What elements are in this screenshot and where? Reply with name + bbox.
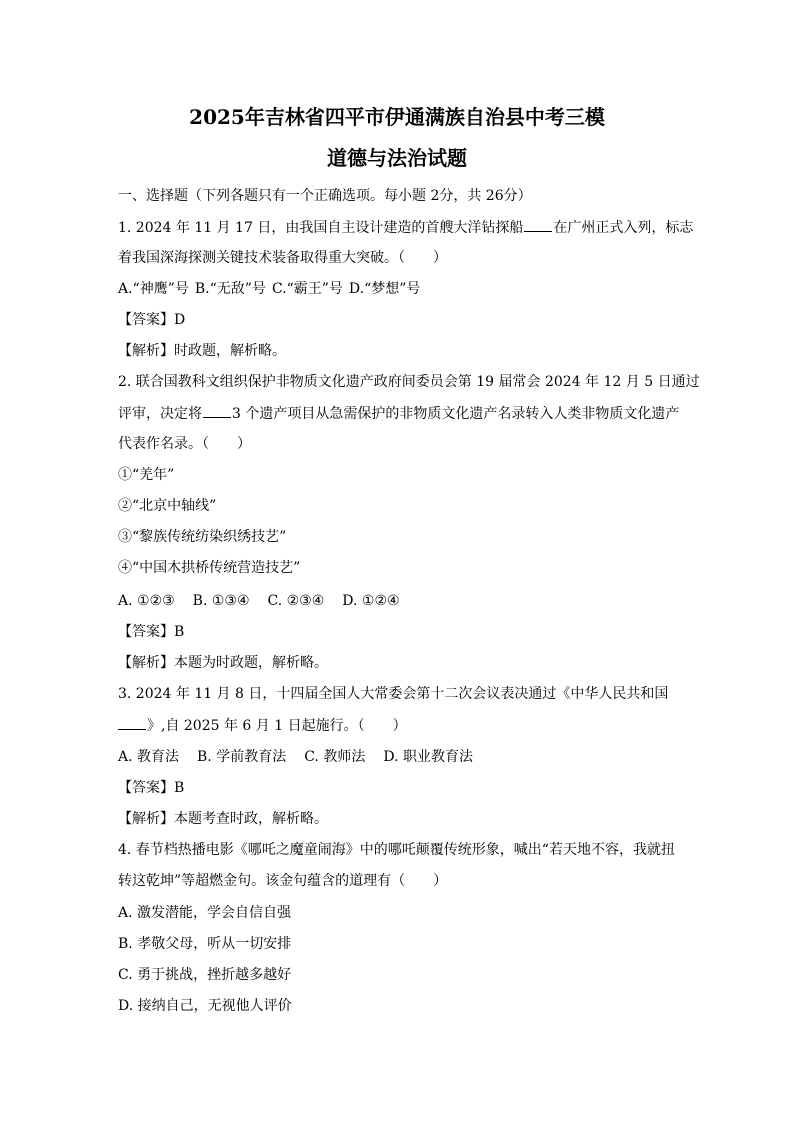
answer-blank [524,217,552,232]
option-a: A. 教育法 [118,749,180,765]
question-1-stem-part-a: 1. 2024 年 11 月 17 日，由我国自主设计建造的首艘大洋钻探船 [118,220,524,236]
option-c: C.“霸王”号 [271,281,343,297]
question-2-stem-continued [118,403,679,424]
answer-blank [118,715,146,730]
question-2-stem-part-b2: 3 个遗产项目从急需保护的非物质文化遗产名录转入人类非物质文化遗产 [232,406,680,422]
question-1-stem [118,217,693,238]
section-heading: 一、选择题（下列各题只有一个正确选项。每小题 2分，共 26分） [118,188,532,204]
question-1-stem-part-b: 在广州正式入列，标志 [553,220,694,236]
question-2-item-4: ④“中国木拱桥传统营造技艺” [118,560,301,576]
question-1-analysis: 【解析】时政题，解析略。 [118,343,286,359]
question-1-answer: 【答案】D [118,312,186,328]
question-2-item-2: ②“北京中轴线” [118,498,217,514]
option-d: D. 职业教育法 [383,749,473,765]
question-2-stem: 2. 联合国教科文组织保护非物质文化遗产政府间委员会第 19 届常会 2024 年 12 月 5 日通过 [118,374,700,390]
question-3-stem-part-b: 》,自 2025 年 6 月 1 日起施行。（ ） [147,718,407,734]
question-1-options [118,279,420,299]
option-d: D. ①②④ [342,593,400,609]
question-2-analysis: 【解析】本题为时政题，解析略。 [118,655,328,671]
question-4-stem: 4. 春节档热播电影《哪吒之魔童闹海》中的哪吒颠覆传统形象，喊出“若天地不容，我就扭 [118,842,675,858]
option-c: C. 教师法 [304,749,366,765]
answer-blank [203,403,231,418]
option-a: A.“神鹰”号 [118,281,189,297]
question-3-stem-continued [118,715,407,736]
question-2-item-3: ③“黎族传统纺染织绣技艺” [118,529,287,545]
question-4-option-b: B. 孝敬父母，听从一切安排 [118,936,292,952]
option-b: B.“无敌”号 [194,281,266,297]
option-a: A. ①②③ [118,593,175,609]
question-1-stem-continued: 着我国深海探测关键技术装备取得重大突破。（ ） [118,250,447,266]
question-3-answer: 【答案】B [118,780,185,796]
question-2-answer: 【答案】B [118,624,185,640]
question-3-stem: 3. 2024 年 11 月 8 日，十四届全国人大常委会第十二次会议表决通过《中华人民共和国 [118,686,669,702]
question-2-stem-part-b1: 评审，决定将 [118,406,202,422]
question-2-stem-end: 代表作名录。（ ） [118,436,251,452]
option-b: B. ①③④ [192,593,250,609]
document-title: 2025年吉林省四平市伊通满族自治县中考三模 [189,105,605,129]
question-3-options [118,747,473,767]
question-4-stem-continued: 转这乾坤”等超燃金句。该金句蕴含的道理有（ ） [118,873,448,889]
option-c: C. ②③④ [267,593,325,609]
option-d: D.“梦想”号 [348,281,421,297]
question-3-analysis: 【解析】本题考查时政，解析略。 [118,811,328,827]
question-2-item-1: ①“羌年” [118,467,175,483]
question-4-option-a: A. 激发潜能，学会自信自强 [118,905,292,921]
question-2-options [118,591,400,611]
question-4-option-d: D. 接纳自己，无视他人评价 [118,998,292,1014]
document-subtitle: 道德与法治试题 [327,146,467,170]
option-b: B. 学前教育法 [197,749,287,765]
question-4-option-c: C. 勇于挑战，挫折越多越好 [118,967,292,983]
